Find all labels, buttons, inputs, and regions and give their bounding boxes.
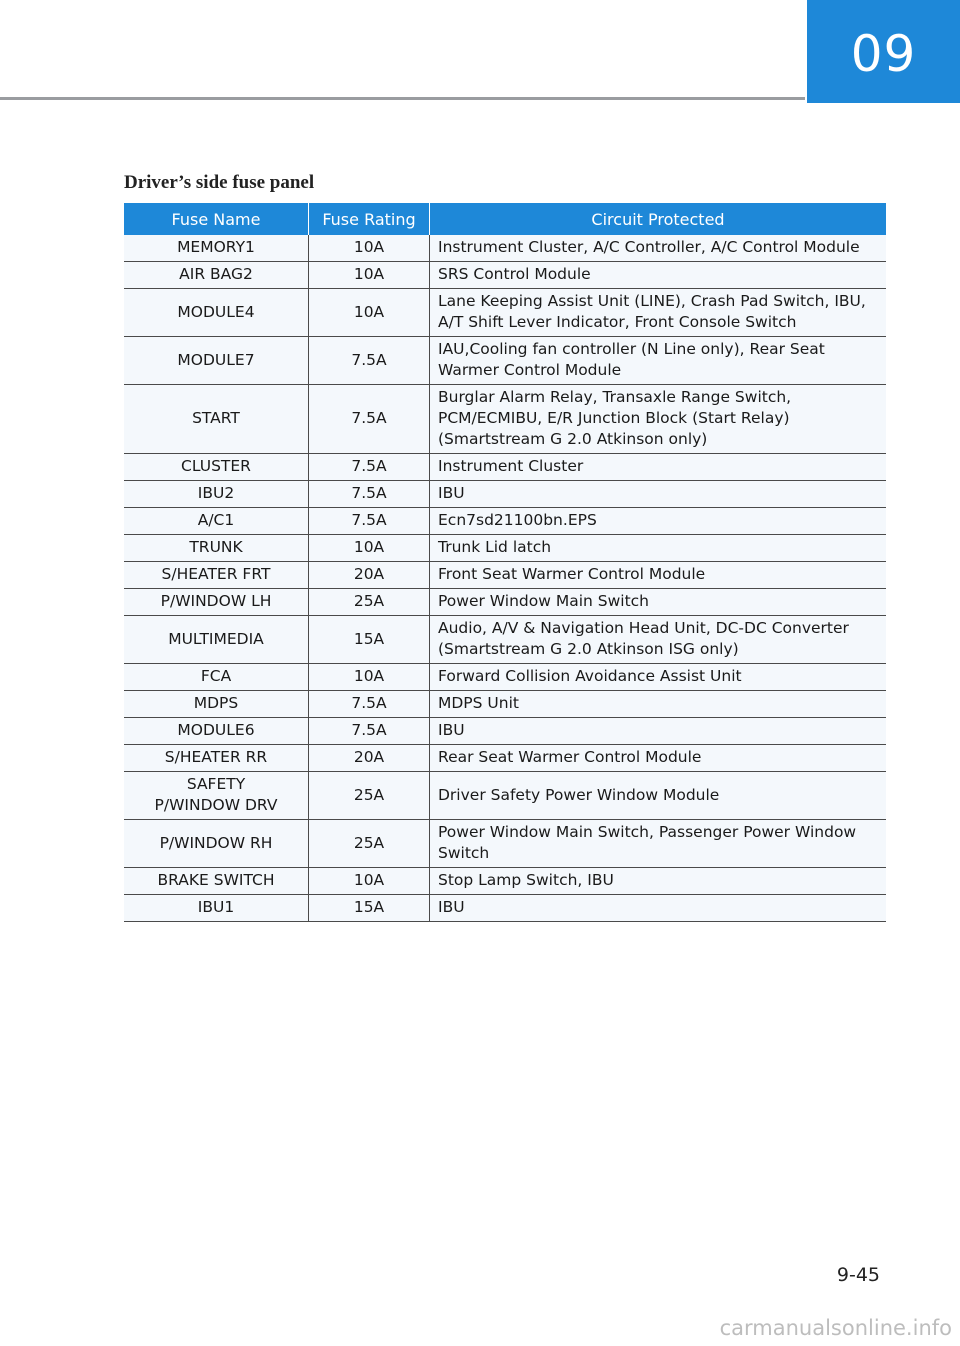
column-header-circuit-protected: Circuit Protected: [430, 203, 887, 235]
table-row: [124, 745, 886, 772]
fuse-name-cell: A/C1: [124, 508, 309, 535]
fuse-rating-cell: 20A: [309, 745, 430, 772]
column-header-fuse-name: Fuse Name: [124, 203, 309, 235]
fuse-name-cell: MODULE4: [124, 289, 309, 337]
fuse-name-cell: P/WINDOW RH: [124, 820, 309, 868]
table-row: [124, 508, 886, 535]
circuit-protected-cell: Audio, A/V & Navigation Head Unit, DC-DC Converter (Smartstream G 2.0 Atkinson ISG only): [430, 616, 887, 664]
circuit-protected-cell: Stop Lamp Switch, IBU: [430, 868, 887, 895]
page-number: 9-45: [836, 1264, 880, 1286]
table-header-row: [124, 203, 886, 235]
table-row: [124, 481, 886, 508]
fuse-name-cell: MULTIMEDIA: [124, 616, 309, 664]
fuse-rating-cell: 7.5A: [309, 718, 430, 745]
fuse-rating-cell: 10A: [309, 289, 430, 337]
table-row: [124, 262, 886, 289]
table-row: [124, 289, 886, 337]
fuse-rating-cell: 25A: [309, 820, 430, 868]
circuit-protected-cell: Burglar Alarm Relay, Transaxle Range Switch, PCM/ECMIBU, E/R Junction Block (Start Relay) (Smartstream G 2.0 Atkinson only): [430, 385, 887, 454]
circuit-protected-cell: Power Window Main Switch: [430, 589, 887, 616]
fuse-name-cell: SAFETY P/WINDOW DRV: [124, 772, 309, 820]
fuse-rating-cell: 7.5A: [309, 337, 430, 385]
fuse-rating-cell: 7.5A: [309, 481, 430, 508]
chapter-tab: 09: [807, 0, 960, 103]
table-row: [124, 337, 886, 385]
fuse-table: [124, 203, 886, 922]
fuse-name-cell: CLUSTER: [124, 454, 309, 481]
fuse-name-cell: IBU2: [124, 481, 309, 508]
circuit-protected-cell: Rear Seat Warmer Control Module: [430, 745, 887, 772]
circuit-protected-cell: MDPS Unit: [430, 691, 887, 718]
circuit-protected-cell: Instrument Cluster, A/C Controller, A/C Control Module: [430, 235, 887, 262]
fuse-rating-cell: 25A: [309, 772, 430, 820]
table-row: [124, 691, 886, 718]
watermark: carmanualsonline.info: [719, 1316, 952, 1340]
circuit-protected-cell: IAU,Cooling fan controller (N Line only), Rear Seat Warmer Control Module: [430, 337, 887, 385]
table-row: [124, 820, 886, 868]
fuse-rating-cell: 10A: [309, 868, 430, 895]
section-title: Driver’s side fuse panel: [124, 172, 315, 193]
table-row: [124, 235, 886, 262]
fuse-name-cell: START: [124, 385, 309, 454]
fuse-rating-cell: 10A: [309, 535, 430, 562]
fuse-rating-cell: 10A: [309, 664, 430, 691]
fuse-name-cell: IBU1: [124, 895, 309, 922]
circuit-protected-cell: Front Seat Warmer Control Module: [430, 562, 887, 589]
circuit-protected-cell: Forward Collision Avoidance Assist Unit: [430, 664, 887, 691]
table-row: [124, 589, 886, 616]
fuse-rating-cell: 20A: [309, 562, 430, 589]
circuit-protected-cell: Lane Keeping Assist Unit (LINE), Crash Pad Switch, IBU, A/T Shift Lever Indicator, Front Console Switch: [430, 289, 887, 337]
fuse-name-cell: TRUNK: [124, 535, 309, 562]
circuit-protected-cell: Power Window Main Switch, Passenger Power Window Switch: [430, 820, 887, 868]
circuit-protected-cell: Driver Safety Power Window Module: [430, 772, 887, 820]
fuse-rating-cell: 10A: [309, 235, 430, 262]
table-row: [124, 562, 886, 589]
fuse-rating-cell: 7.5A: [309, 385, 430, 454]
circuit-protected-cell: SRS Control Module: [430, 262, 887, 289]
table-row: [124, 664, 886, 691]
column-header-fuse-rating: Fuse Rating: [309, 203, 430, 235]
fuse-name-cell: MDPS: [124, 691, 309, 718]
fuse-rating-cell: 15A: [309, 616, 430, 664]
table-body: [124, 235, 886, 922]
table-row: [124, 772, 886, 820]
fuse-rating-cell: 15A: [309, 895, 430, 922]
fuse-rating-cell: 25A: [309, 589, 430, 616]
circuit-protected-cell: Trunk Lid latch: [430, 535, 887, 562]
fuse-name-cell: S/HEATER FRT: [124, 562, 309, 589]
table-row: [124, 454, 886, 481]
table-row: [124, 718, 886, 745]
table-row: [124, 535, 886, 562]
circuit-protected-cell: IBU: [430, 718, 887, 745]
fuse-name-cell: MEMORY1: [124, 235, 309, 262]
fuse-name-cell: S/HEATER RR: [124, 745, 309, 772]
table-row: [124, 616, 886, 664]
fuse-name-cell: BRAKE SWITCH: [124, 868, 309, 895]
fuse-name-cell: AIR BAG2: [124, 262, 309, 289]
circuit-protected-cell: Ecn7sd21100bn.EPS: [430, 508, 887, 535]
circuit-protected-cell: Instrument Cluster: [430, 454, 887, 481]
fuse-rating-cell: 7.5A: [309, 454, 430, 481]
circuit-protected-cell: IBU: [430, 481, 887, 508]
table-row: [124, 895, 886, 922]
fuse-rating-cell: 7.5A: [309, 508, 430, 535]
header-rule: [0, 97, 805, 100]
fuse-rating-cell: 7.5A: [309, 691, 430, 718]
table-row: [124, 868, 886, 895]
fuse-name-cell: MODULE6: [124, 718, 309, 745]
circuit-protected-cell: IBU: [430, 895, 887, 922]
fuse-name-cell: MODULE7: [124, 337, 309, 385]
fuse-name-cell: P/WINDOW LH: [124, 589, 309, 616]
table-row: [124, 385, 886, 454]
fuse-name-cell: FCA: [124, 664, 309, 691]
fuse-rating-cell: 10A: [309, 262, 430, 289]
